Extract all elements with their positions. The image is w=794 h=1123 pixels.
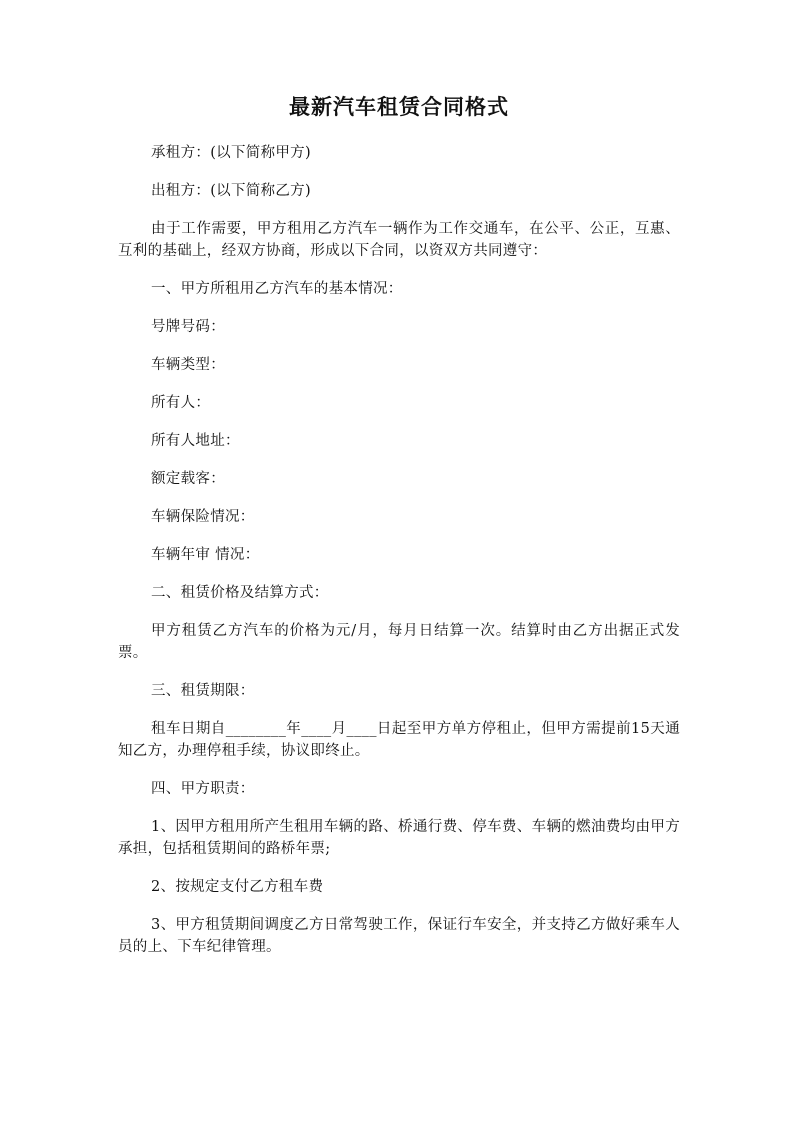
lessee-line: 承租方：(以下简称甲方) — [151, 145, 311, 161]
preamble-paragraph: 由于工作需要，甲方租用乙方汽车一辆作为工作交通车，在公平、公正，互惠、互利的基础上，经双方协商，形成以下合同，以资双方共同遵守： — [118, 221, 680, 259]
duty-item-2: 2、按规定支付乙方租车费 — [151, 879, 324, 895]
field-plate-number: 号牌号码： — [151, 319, 225, 335]
section-heading-vehicle-info: 一、甲方所租用乙方汽车的基本情况： — [151, 281, 403, 297]
document-title: 最新汽车租赁合同格式 — [289, 94, 509, 119]
section-heading-price: 二、租赁价格及结算方式： — [151, 585, 329, 601]
field-rated-passengers: 额定载客： — [151, 471, 225, 487]
section-heading-term: 三、租赁期限： — [151, 683, 255, 699]
field-annual-inspection: 车辆年审 情况： — [151, 547, 260, 563]
term-paragraph: 租车日期自________年____月____日起至甲方单方停租止，但甲方需提前15天通知乙方，办理停租手续，协议即终止。 — [118, 721, 680, 759]
field-insurance-status: 车辆保险情况： — [151, 509, 255, 525]
field-vehicle-type: 车辆类型： — [151, 357, 225, 373]
document-body — [118, 92, 680, 974]
price-paragraph: 甲方租赁乙方汽车的价格为元/月，每月日结算一次。结算时由乙方出据正式发票。 — [118, 623, 680, 661]
section-heading-lessee-duties: 四、甲方职责： — [151, 781, 255, 797]
field-owner-address: 所有人地址： — [151, 433, 240, 449]
field-owner: 所有人： — [151, 395, 211, 411]
lessor-line: 出租方：(以下简称乙方) — [151, 183, 311, 199]
duty-item-1: 1、因甲方租用所产生租用车辆的路、桥通行费、停车费、车辆的燃油费均由甲方承担，包括租赁期间的路桥年票; — [118, 819, 680, 857]
duty-item-3: 3、甲方租赁期间调度乙方日常驾驶工作，保证行车安全，并支持乙方做好乘车人员的上、下车纪律管理。 — [118, 917, 680, 955]
